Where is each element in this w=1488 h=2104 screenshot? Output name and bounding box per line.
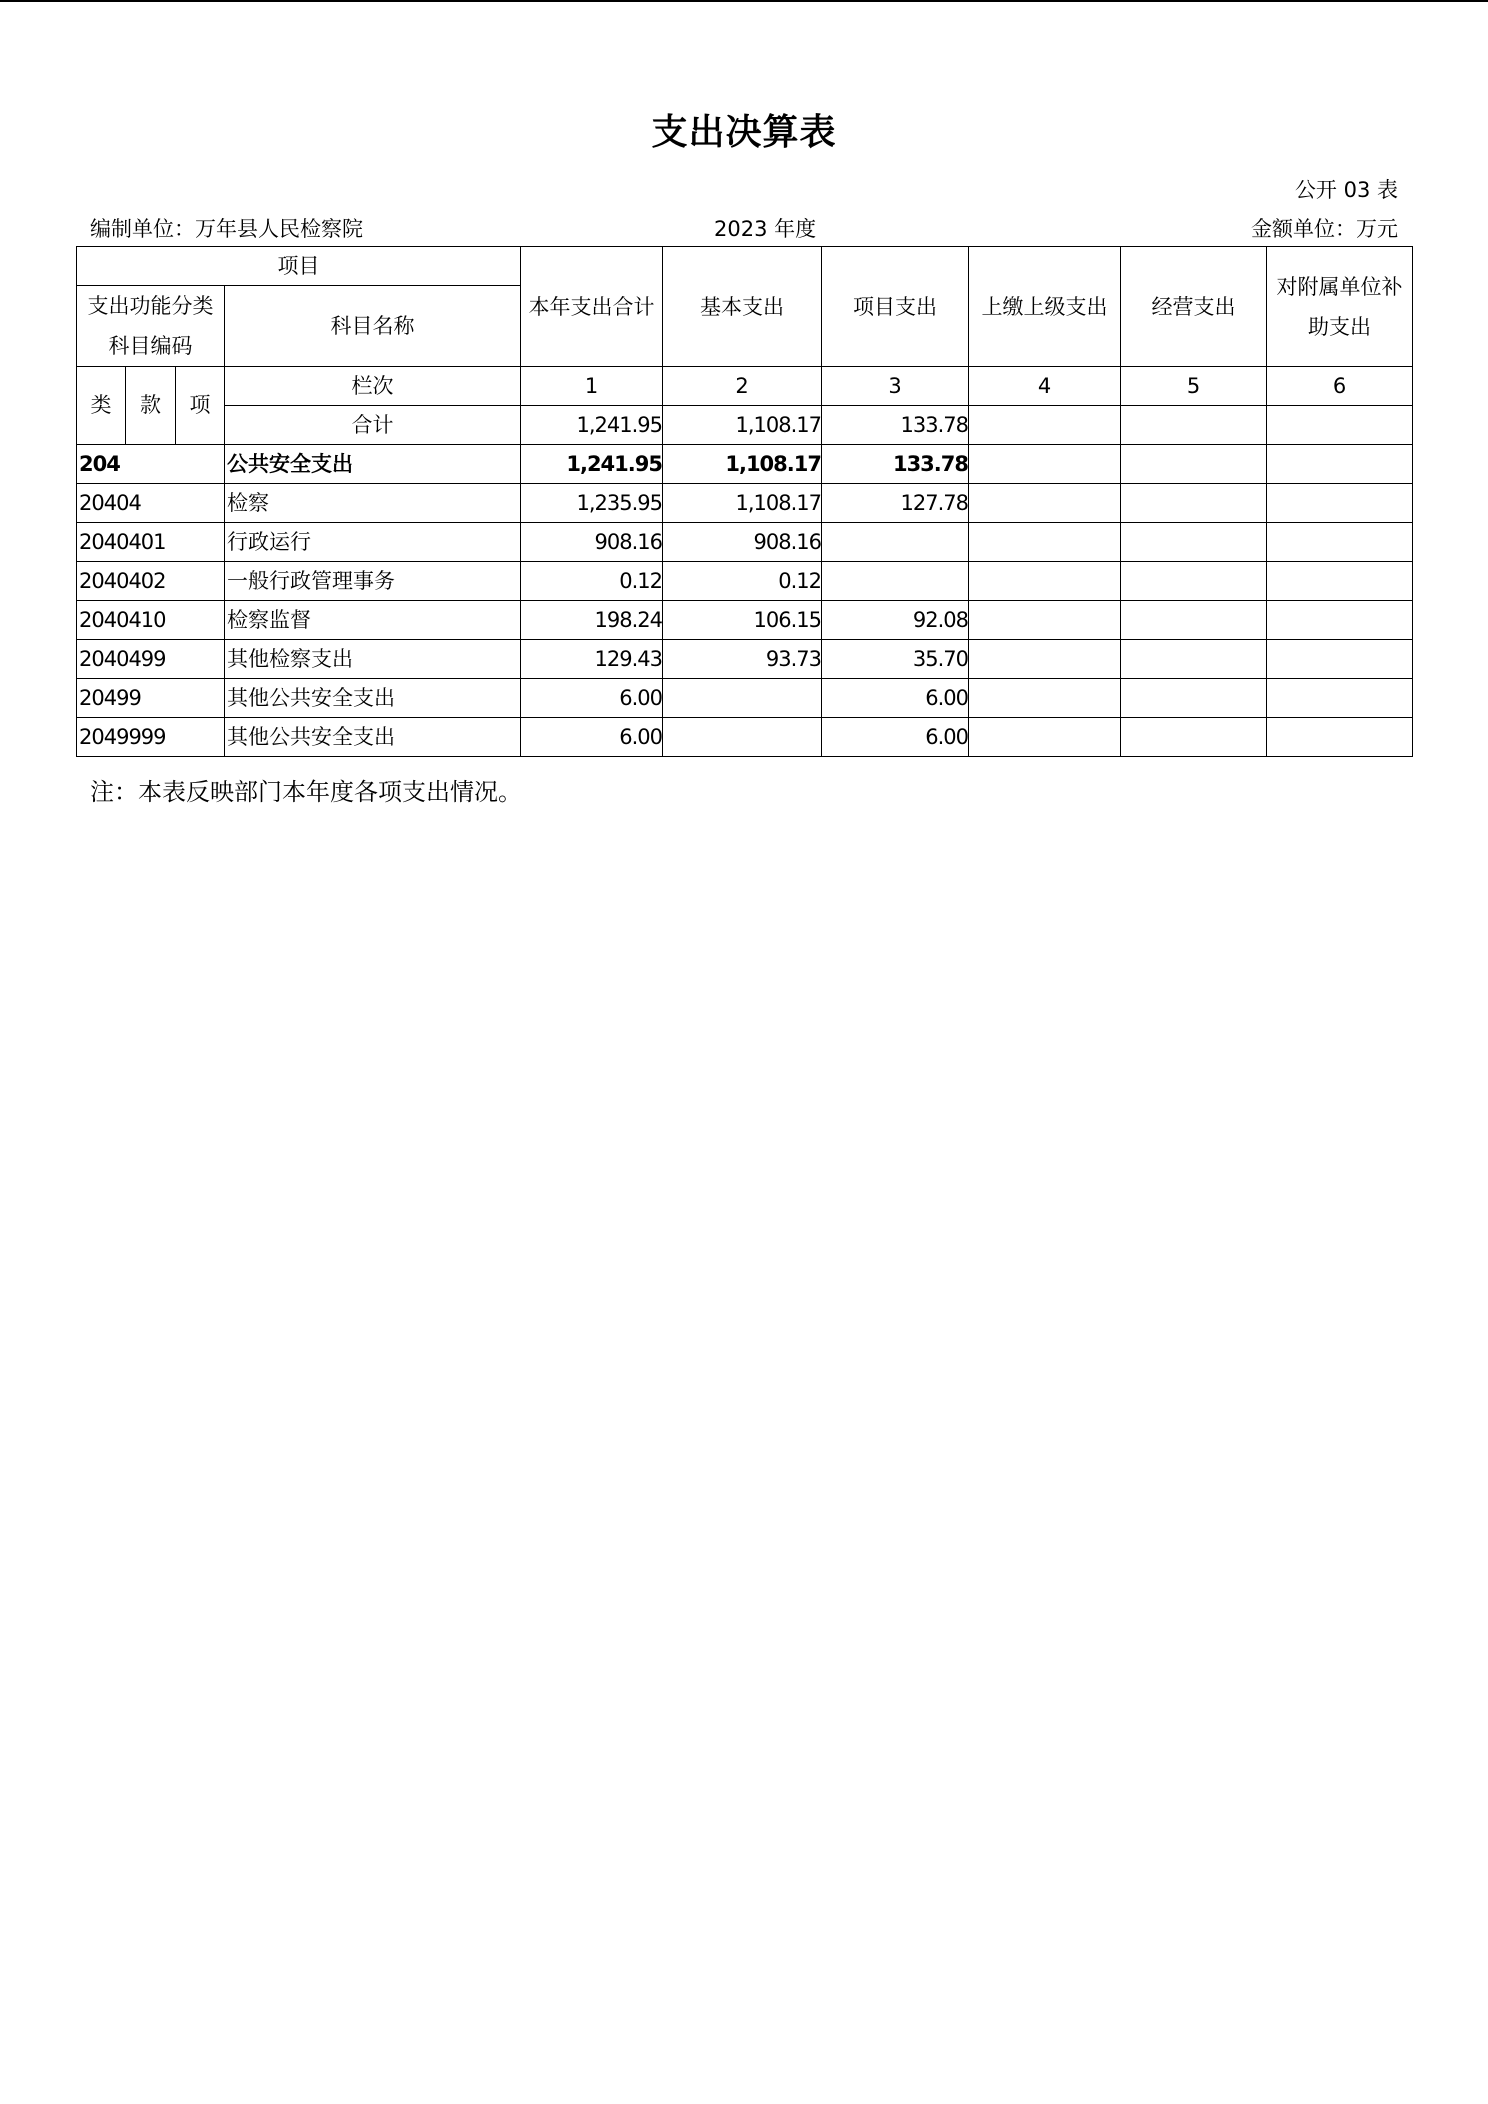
row-total: 129.43	[521, 640, 663, 679]
row-project: 127.78	[822, 484, 969, 523]
total-project: 133.78	[822, 406, 969, 445]
header-business: 经营支出	[1121, 247, 1267, 367]
row-business	[1121, 484, 1267, 523]
total-upper	[969, 406, 1121, 445]
column-number: 3	[822, 367, 969, 406]
row-project: 35.70	[822, 640, 969, 679]
row-subsidy	[1267, 484, 1413, 523]
row-project	[822, 562, 969, 601]
header-basic: 基本支出	[663, 247, 822, 367]
row-project: 6.00	[822, 679, 969, 718]
row-basic	[663, 718, 822, 757]
row-total: 0.12	[521, 562, 663, 601]
header-xiang: 项	[176, 367, 225, 445]
row-code: 2049999	[77, 718, 225, 757]
row-upper	[969, 445, 1121, 484]
row-subsidy	[1267, 445, 1413, 484]
row-subsidy	[1267, 718, 1413, 757]
header-subject-name: 科目名称	[225, 286, 521, 367]
header-lei: 类	[77, 367, 126, 445]
row-basic: 0.12	[663, 562, 822, 601]
currency-unit: 金额单位：万元	[1251, 217, 1398, 241]
row-upper	[969, 484, 1121, 523]
row-total: 908.16	[521, 523, 663, 562]
table-row	[77, 601, 1413, 640]
row-basic	[663, 679, 822, 718]
row-project: 92.08	[822, 601, 969, 640]
total-row	[77, 406, 1413, 445]
row-upper	[969, 718, 1121, 757]
row-subsidy	[1267, 523, 1413, 562]
row-subject-name: 一般行政管理事务	[225, 562, 521, 601]
total-business	[1121, 406, 1267, 445]
row-business	[1121, 640, 1267, 679]
column-number: 1	[521, 367, 663, 406]
row-code: 20499	[77, 679, 225, 718]
column-number: 2	[663, 367, 822, 406]
compiling-unit: 编制单位：万年县人民检察院	[90, 217, 363, 241]
row-business	[1121, 679, 1267, 718]
table-note: 注：本表反映部门本年度各项支出情况。	[90, 778, 522, 806]
header-total: 本年支出合计	[521, 247, 663, 367]
row-subject-name: 其他公共安全支出	[225, 718, 521, 757]
header-subsidy: 对附属单位补助支出	[1267, 247, 1413, 367]
row-basic: 1,108.17	[663, 445, 822, 484]
header-code-group: 支出功能分类科目编码	[77, 286, 225, 367]
row-business	[1121, 718, 1267, 757]
row-total: 1,241.95	[521, 445, 663, 484]
row-code: 20404	[77, 484, 225, 523]
total-subsidy	[1267, 406, 1413, 445]
row-total: 6.00	[521, 679, 663, 718]
row-business	[1121, 523, 1267, 562]
table-row	[77, 640, 1413, 679]
row-project: 6.00	[822, 718, 969, 757]
row-upper	[969, 523, 1121, 562]
table-row	[77, 523, 1413, 562]
header-upper: 上缴上级支出	[969, 247, 1121, 367]
row-code: 2040402	[77, 562, 225, 601]
page-top-rule	[0, 0, 1488, 2]
row-code: 204	[77, 445, 225, 484]
total-basic: 1,108.17	[663, 406, 822, 445]
table-row	[77, 484, 1413, 523]
row-subject-name: 其他检察支出	[225, 640, 521, 679]
form-number: 公开 03 表	[1294, 178, 1398, 202]
table-row	[77, 445, 1413, 484]
row-basic: 93.73	[663, 640, 822, 679]
row-subject-name: 其他公共安全支出	[225, 679, 521, 718]
row-total: 6.00	[521, 718, 663, 757]
expense-table	[76, 246, 1413, 757]
fiscal-year: 2023 年度	[714, 217, 817, 241]
row-subsidy	[1267, 562, 1413, 601]
column-number: 5	[1121, 367, 1267, 406]
row-subject-name: 公共安全支出	[225, 445, 521, 484]
row-subject-name: 检察	[225, 484, 521, 523]
row-business	[1121, 445, 1267, 484]
row-subject-name: 检察监督	[225, 601, 521, 640]
total-total: 1,241.95	[521, 406, 663, 445]
table-row	[77, 679, 1413, 718]
row-upper	[969, 601, 1121, 640]
table-row	[77, 562, 1413, 601]
row-basic: 106.15	[663, 601, 822, 640]
row-business	[1121, 562, 1267, 601]
row-upper	[969, 679, 1121, 718]
row-subject-name: 行政运行	[225, 523, 521, 562]
header-row-1	[77, 247, 1413, 286]
row-business	[1121, 601, 1267, 640]
row-code: 2040410	[77, 601, 225, 640]
header-project: 项目	[77, 247, 521, 286]
row-code: 2040401	[77, 523, 225, 562]
row-project	[822, 523, 969, 562]
column-number-label: 栏次	[225, 367, 521, 406]
total-label: 合计	[225, 406, 521, 445]
row-subsidy	[1267, 640, 1413, 679]
header-project-expense: 项目支出	[822, 247, 969, 367]
row-basic: 908.16	[663, 523, 822, 562]
row-upper	[969, 562, 1121, 601]
row-code: 2040499	[77, 640, 225, 679]
row-subsidy	[1267, 679, 1413, 718]
row-subsidy	[1267, 601, 1413, 640]
column-number-row	[77, 367, 1413, 406]
row-project: 133.78	[822, 445, 969, 484]
row-upper	[969, 640, 1121, 679]
page-title: 支出决算表	[651, 112, 837, 153]
column-number: 4	[969, 367, 1121, 406]
table-row	[77, 718, 1413, 757]
row-total: 198.24	[521, 601, 663, 640]
header-kuan: 款	[126, 367, 176, 445]
column-number: 6	[1267, 367, 1413, 406]
row-total: 1,235.95	[521, 484, 663, 523]
row-basic: 1,108.17	[663, 484, 822, 523]
